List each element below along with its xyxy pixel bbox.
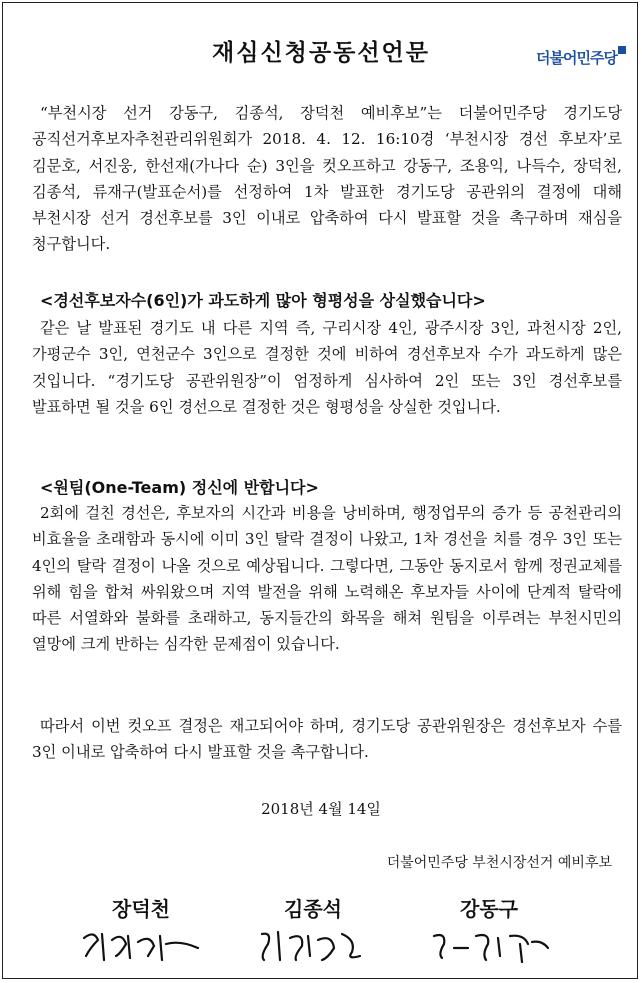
party-logo-mark [618,46,626,54]
handwritten-signature-2 [248,926,378,966]
signature-block-2 [238,893,388,966]
signatory-name: 김종석 [284,897,342,921]
conclusion-paragraph: 따라서 이번 컷오프 결정은 재고되어야 하며, 경기도당 공관위원장은 경선후보자 수를 3인 이내로 압축하여 다시 발표할 것을 촉구합니다. [32,717,622,762]
signer-organization: 더불어민주당 부천시장선거 예비후보 [386,855,612,871]
section2-paragraph: 2회에 걸친 경선은, 후보자의 시간과 비용을 낭비하며, 행정업무의 증가 등 공천관리의 비효율을 초래함과 동시에 이미 3인 탈락 결정이 나왔고, 1차 경선을 치를 경우 3인 또는 4인의 탈락 결정이 나올 것으로 예상됩니다. 그렇다면, 그동안 동지로서 함께 정권교체를 위해 힘을 합쳐 싸워왔으며 지역 발전을 위해 노력해온 후보자들 사이에 단계적 탈락에 따른 서열화와 불화를 초래하고, 동지들간의 화목을 해쳐 원팀을 이루려는 부천시민의 열망에 크게 반하는 심각한 문제점이 있습니다. [32,504,622,654]
signature-block-3 [414,893,564,966]
section1-heading: <경선후보자수(6인)가 과도하게 많아 형평성을 상실했습니다> [40,291,486,310]
handwritten-signature-1 [76,926,206,966]
document-title: 재심신청공동선언문 [212,40,430,66]
intro-paragraph: “부천시장 선거 강동구, 김종석, 장덕천 예비후보”는 더불어민주당 경기도당 공직선거후보자추천관리위원회가 2018. 4. 12. 16:10경 ‘부천시장 경선 후보자’로 김문호, 서진웅, 한선재(가나다 순) 3인을 컷오프하고 강동구, 조용익, 나득수, 장덕천, 김종석, 류재구(발표순서)를 선정하여 1차 발표한 경기도당 공관위의 결정에 대해 부천시장 선거 경선후보를 3인 이내로 압축하여 다시 발표할 것을 촉구하며 재심을 청구합니다. [32,104,622,254]
party-logo [536,38,626,68]
signatory-name: 강동구 [460,897,518,921]
signatory-name: 장덕천 [112,897,170,921]
party-logo-text: 더불어민주당 [536,49,617,67]
document-date: 2018년 4월 14일 [261,800,381,818]
handwritten-signature-3 [424,926,554,966]
section2-heading: <원팀(One-Team) 정신에 반합니다> [40,478,319,497]
signature-block-1 [66,893,216,966]
section1-paragraph: 같은 날 발표된 경기도 내 다른 지역 즉, 구리시장 4인, 광주시장 3인, 과천시장 2인, 가평군수 3인, 연천군수 3인으로 결정한 것에 비하여 경선후보자 수가 과도하게 많은 것입니다. “경기도당 공관위원장”이 엄정하게 심사하여 2인 또는 3인 경선후보를 발표하면 될 것을 6인 경선으로 결정한 것은 형평성을 상실한 것입니다. [32,319,622,416]
